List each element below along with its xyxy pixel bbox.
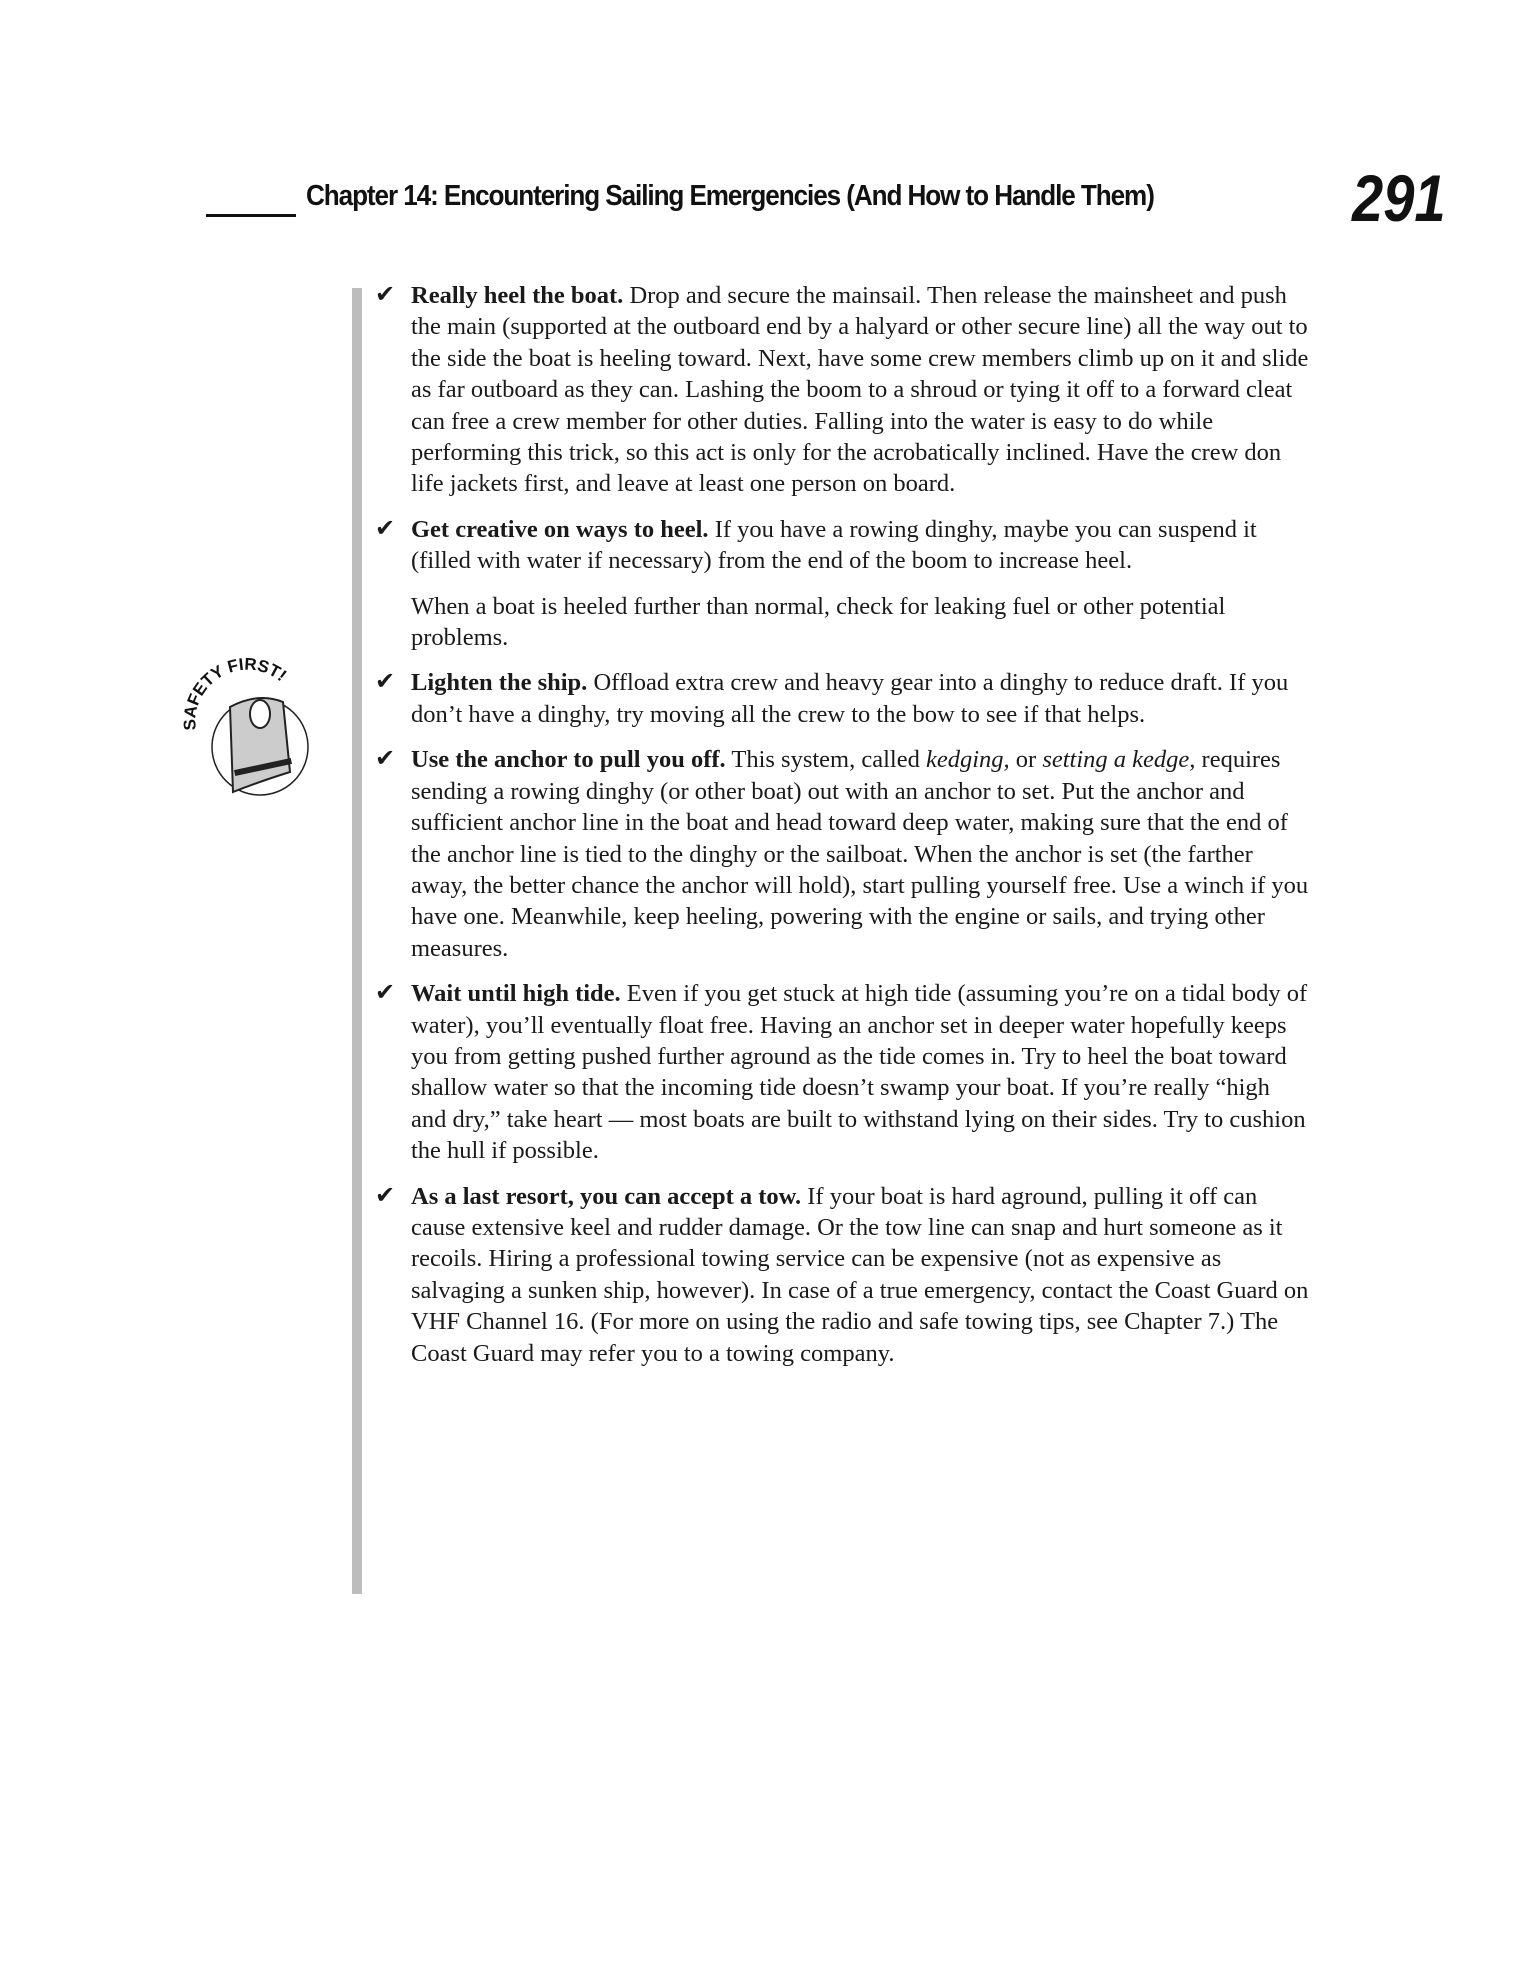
chapter-title: Chapter 14: Encountering Sailing Emergencies (And How to Handle Them) [306, 180, 1154, 212]
page-body [375, 280, 1310, 1383]
header-rule [206, 214, 296, 217]
item-lead: Use the anchor to pull you off. [411, 746, 726, 774]
list-item [375, 514, 1310, 577]
safety-first-label: SAFETY FIRST! [180, 654, 291, 731]
check-bullet-icon: ✔ [375, 515, 396, 542]
item-text: or [1009, 746, 1043, 774]
safety-sidebar-bar [352, 288, 362, 1594]
list-item [375, 1181, 1310, 1369]
item-text: Even if you get stuck at high tide (assuming you’re on a tidal body of water), you’ll eventually float free. Having an anchor set in deeper water hopefully keeps you from getting pushed further aground as the tide comes in. Try to heel the boat toward shallow water so that the incoming tide doesn’t swamp your boat. If you’re really “high and dry,” take heart — most boats are built to withstand lying on their sides. Try to cushion the hull if possible. [411, 980, 1308, 1165]
list-item [375, 280, 1310, 500]
item-lead: Lighten the ship. [411, 669, 588, 697]
term-kedging: kedging, [925, 746, 1010, 774]
item-lead: Really heel the boat. [411, 282, 624, 309]
safety-first-life-jacket-icon [178, 652, 318, 802]
item-lead: Wait until high tide. [411, 980, 621, 1008]
check-bullet-icon: ✔ [375, 746, 396, 773]
item-text: If you have a rowing dinghy, maybe you can suspend it (filled with water if necessary) from the end of the boom to increase heel. [411, 515, 1257, 575]
page-number: 291 [1352, 161, 1446, 235]
check-bullet-icon: ✔ [375, 980, 396, 1007]
check-bullet-icon: ✔ [375, 669, 396, 696]
item-text: This system, called [725, 746, 926, 774]
check-bullet-icon: ✔ [375, 1182, 396, 1209]
item-lead: As a last resort, you can accept a tow. [411, 1182, 802, 1210]
list-item [375, 667, 1310, 730]
check-bullet-icon: ✔ [375, 282, 396, 308]
item-text: requires sending a rowing dinghy (or other boat) out with an anchor to set. Put the anchor and sufficient anchor line in the boat and head toward deep water, making sure that the end of the anchor line is tied to the dinghy or the sailboat. When the anchor is set (the farther away, the better chance the anchor will hold), start pulling yourself free. Use a winch if you have one. Meanwhile, keep heeling, powering with the engine or sails, and trying other measures. [411, 746, 1309, 962]
item-text: Offload extra crew and heavy gear into a dinghy to reduce draft. If you don’t have a dinghy, try moving all the crew to the bow to see if that helps. [411, 669, 1289, 728]
list-item [375, 744, 1310, 964]
item-lead: Get creative on ways to heel. [411, 515, 709, 543]
item-text: Drop and secure the mainsail. Then release the mainsheet and push the main (supported at the outboard end by a halyard or other secure line) all the way out to the side the boat is heeling toward. Next, have some crew members climb up on it and slide as far outboard as they can. Lashing the boom to a shroud or tying it off to a forward cleat can free a crew member for other duties. Falling into the water is easy to do while performing this trick, so this act is only for the acrobatically inclined. Have the crew don life jackets first, and leave at least one person on board. [411, 282, 1309, 498]
item-text: If your boat is hard aground, pulling it off can cause extensive keel and rudder damage. Or the tow line can snap and hurt someone as it recoils. Hiring a professional towing service can be expensive (not as expensive as salvaging a sunken ship, however). In case of a true emergency, contact the Coast Guard on VHF Channel 16. (For more on using the radio and safe towing tips, see Chapter 7.) The Coast Guard may refer you to a towing company. [411, 1182, 1309, 1367]
safety-note: When a boat is heeled further than normal, check for leaking fuel or other potential problems. [411, 592, 1226, 652]
term-setting-a-kedge: setting a kedge, [1042, 746, 1196, 774]
list-item [375, 978, 1310, 1166]
